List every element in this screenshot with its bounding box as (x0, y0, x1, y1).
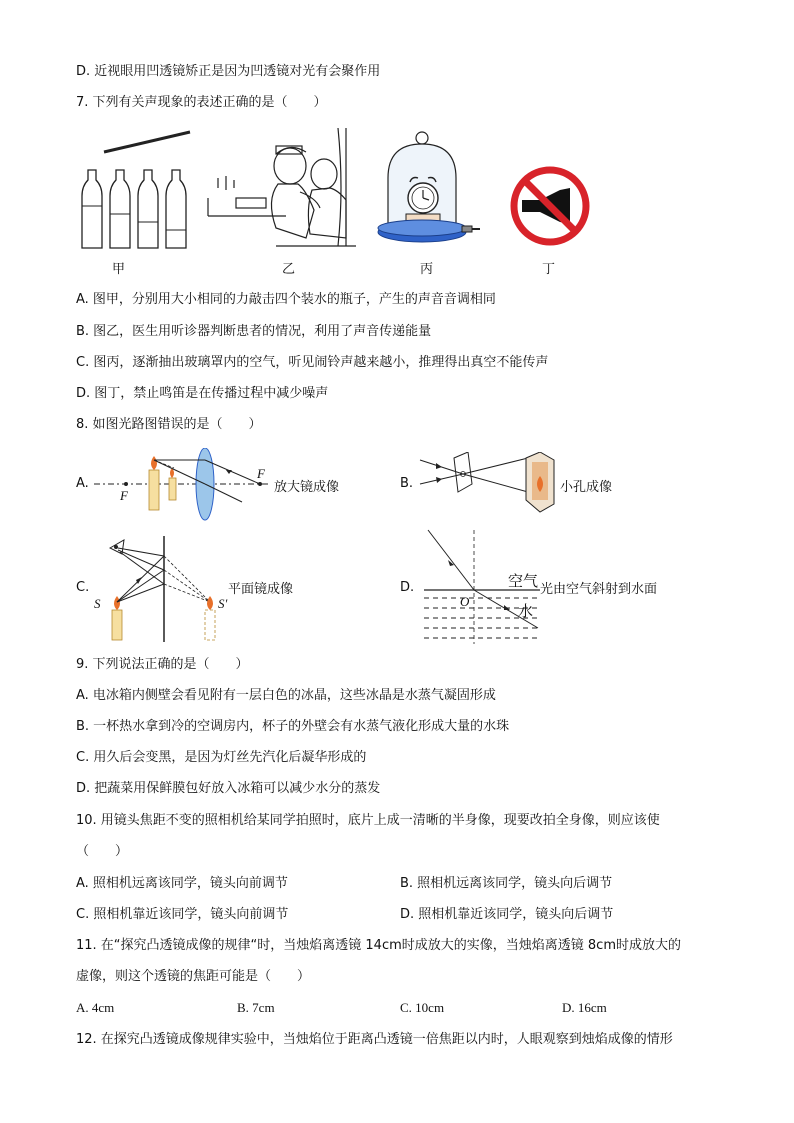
bottle-3 (138, 170, 158, 248)
q7-fig-jia-bottles (80, 130, 200, 252)
q10-option-b: B. 照相机远离该同学，镜头向后调节 (400, 876, 613, 891)
bottle-2 (110, 170, 130, 248)
q12-stem: 12. 在探究凸透镜成像规律实验中，当烛焰位于距离凸透镜一倍焦距以内时，人眼观察到烛焰成像的情形 (76, 1032, 673, 1047)
q8-fig-d-water-label: 水 (518, 602, 534, 620)
q9-option-b: B. 一杯热水拿到冷的空调房内，杯子的外壁会有水蒸气液化形成大量的水珠 (76, 719, 510, 734)
q9-option-c: C. 用久后会变黑，是因为灯丝先汽化后凝华形成的 (76, 750, 367, 765)
q7-option-b: B. 图乙，医生用听诊器判断患者的情况，利用了声音传递能量 (76, 324, 432, 339)
q10-stem: 10. 用镜头焦距不变的照相机给某同学拍照时，底片上成一清晰的半身像，现要改拍全身像，则应该使 (76, 813, 660, 828)
q10-paren: （ ） (76, 844, 129, 859)
caption-jia: 甲 (112, 262, 126, 277)
q8-fig-b-letter: B. (400, 476, 414, 491)
q8-fig-d-point-o: O (460, 594, 470, 609)
striking-stick (104, 132, 190, 152)
q9-option-a: A. 电冰箱内侧壁会看见附有一层白色的冰晶，这些冰晶是水蒸气凝固形成 (76, 688, 496, 703)
caption-ding: 丁 (542, 262, 556, 277)
q7-fig-ding-no-honking-sign (510, 166, 590, 246)
q7-fig-yi-doctor (206, 128, 356, 250)
q11-option-b: B. 7cm (237, 1000, 275, 1015)
q7-option-a: A. 图甲，分别用大小相同的力敲击四个装水的瓶子，产生的声音音调相同 (76, 292, 496, 307)
q7-stem: 7. 下列有关声现象的表述正确的是（ ） (76, 95, 327, 110)
q7-fig-bing-belljar (376, 128, 480, 250)
q8-fig-b-label: 小孔成像 (560, 480, 613, 495)
q8-fig-c-plane-mirror (92, 534, 224, 644)
q10-option-d: D. 照相机靠近该同学，镜头向后调节 (400, 907, 614, 922)
q8-fig-c-label: 平面镜成像 (228, 582, 294, 597)
q9-option-d: D. 把蔬菜用保鲜膜包好放入冰箱可以减少水分的蒸发 (76, 781, 381, 796)
q11-stem-cont: 虚像，则这个透镜的焦距可能是（ ） (76, 969, 311, 984)
q8-fig-c-letter: C. (76, 580, 90, 595)
bottle-1 (82, 170, 102, 248)
q8-fig-d-letter: D. (400, 580, 415, 595)
q11-option-d: D. 16cm (562, 1000, 607, 1015)
caption-bing: 丙 (420, 262, 434, 277)
q8-fig-c-image-s-prime: S′ (218, 596, 228, 611)
q9-stem: 9. 下列说法正确的是（ ） (76, 657, 249, 672)
q8-fig-a-magnifier (92, 448, 272, 526)
q8-fig-a-letter: A. (76, 476, 89, 491)
q6-option-d: D. 近视眼用凹透镜矫正是因为凹透镜对光有会聚作用 (76, 64, 381, 79)
q8-fig-a-focus-left: F (120, 488, 128, 503)
q11-stem: 11. 在“探究凸透镜成像的规律“时，当烛焰离透镜 14cm时成放大的实像，当烛焰离透镜 8cm时成放大的 (76, 938, 681, 953)
q11-option-c: C. 10cm (400, 1000, 445, 1015)
q8-fig-d-air-label: 空气 (508, 572, 539, 590)
caption-yi: 乙 (282, 262, 296, 277)
q10-option-a: A. 照相机远离该同学，镜头向前调节 (76, 876, 288, 891)
q8-fig-b-pinhole (418, 452, 560, 514)
q7-option-c: C. 图丙，逐渐抽出玻璃罩内的空气，听见闹铃声越来越小，推理得出真空不能传声 (76, 355, 549, 370)
q8-fig-c-source-s: S (94, 596, 101, 611)
q10-option-c: C. 照相机靠近该同学，镜头向前调节 (76, 907, 289, 922)
q8-fig-a-focus-right: F (257, 466, 265, 481)
q7-option-d: D. 图丁，禁止鸣笛是在传播过程中减少噪声 (76, 386, 329, 401)
q8-fig-d-label: 光由空气斜射到水面 (540, 582, 658, 597)
bottle-4 (166, 170, 186, 248)
q8-stem: 8. 如图光路图错误的是（ ） (76, 417, 262, 432)
q8-fig-a-label: 放大镜成像 (274, 480, 340, 495)
q11-option-a: A. 4cm (76, 1000, 115, 1015)
